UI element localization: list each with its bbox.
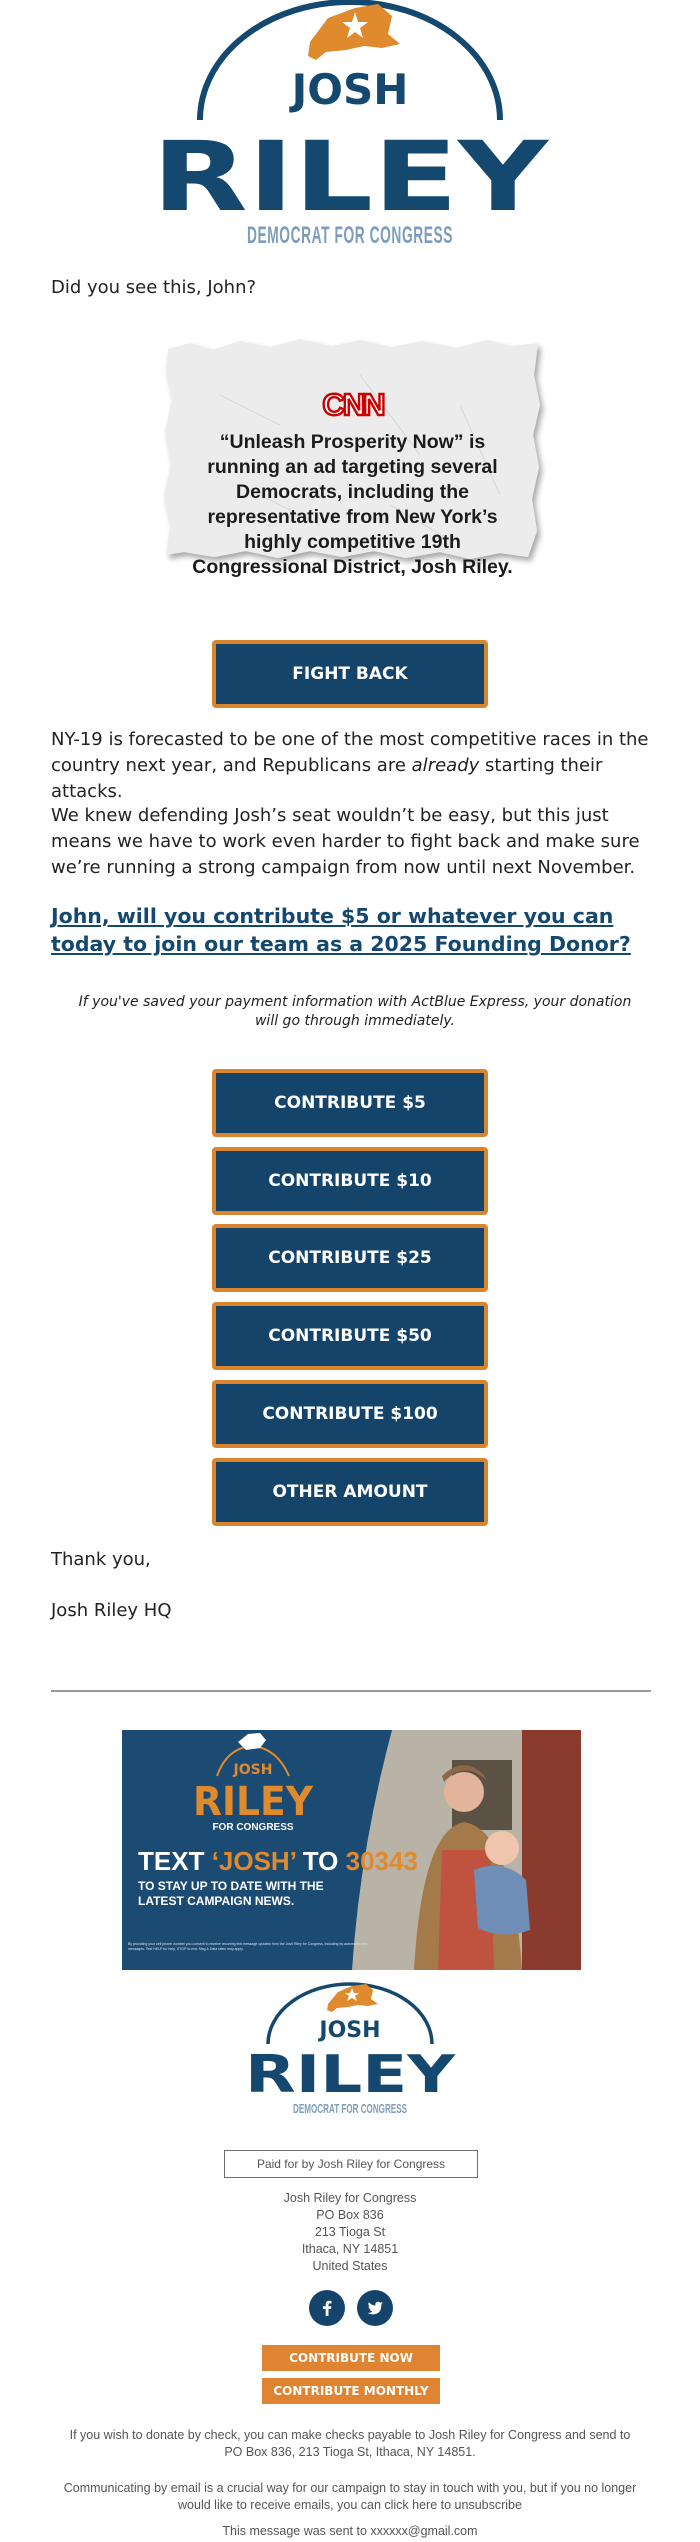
contribute-25-button[interactable]: CONTRIBUTE $25 [212,1224,488,1292]
paragraph-forecast [51,727,661,805]
paid-for-disclaimer: Paid for by Josh Riley for Congress [224,2150,478,2178]
banner-logo-first: JOSH [233,1762,273,1778]
contribute-100-button[interactable]: CONTRIBUTE $100 [212,1380,488,1448]
signoff: Thank you, [51,1549,151,1570]
contribute-10-button[interactable]: CONTRIBUTE $10 [212,1147,488,1215]
unsubscribe-text[interactable]: Communicating by email is a crucial way for our campaign to stay in touch with you, but if you no longer would like to receive emails, you can click here to unsubscribe [63,2481,637,2512]
photo-brick-wall [522,1730,581,1970]
header-logo [150,0,550,250]
banner-keyword: ‘JOSH’ [211,1846,296,1876]
sent-to-text: This message was sent to xxxxxx@gmail.com [222,2524,478,2538]
facebook-icon [317,2298,337,2318]
paragraph-forecast-part2: starting their attacks. [51,755,603,802]
facebook-link[interactable] [309,2290,345,2326]
signature: Josh Riley HQ [51,1600,172,1621]
mailing-address [200,2190,500,2275]
banner-disclaimer-box [128,1942,368,1968]
photo-baby-jacket [474,1866,530,1935]
footer-logo-last: RILEY [245,2045,457,2105]
contribute-now-button[interactable]: CONTRIBUTE NOW [262,2345,440,2371]
banner-logo-last: RILEY [193,1779,314,1825]
sms-signup-banner[interactable] [122,1730,581,1970]
sms-banner-graphic [122,1730,581,1970]
address-line: 213 Tioga St [314,2225,386,2239]
header-logo-graphic [150,0,550,250]
paragraph-forecast-emphasis: already [411,755,480,776]
banner-to: TO [302,1846,339,1876]
logo-tagline: DEMOCRAT FOR CONGRESS [247,222,453,249]
banner-disclaimer: By providing your cell phone number you consent to receive recurring text message updates from the Josh Riley for Congress, including by automated text messages. Text HELP for help, STOP to end. Msg & Data rates may apply. [128,1942,368,1951]
fight-back-button[interactable]: FIGHT BACK [212,640,488,708]
photo-baby-face [485,1831,519,1865]
clipping-quote: “Unleash Prosperity Now” is running an ad targeting several Democrats, including the representative from New York’s highly competitive 19th Congressional District, Josh Riley. [192,431,513,578]
twitter-icon [365,2298,385,2318]
cnn-logo [320,387,386,421]
banner-logo-tagline: FOR CONGRESS [212,1822,294,1833]
logo-first-name: JOSH [291,65,409,114]
other-amount-button[interactable]: OTHER AMOUNT [212,1458,488,1526]
footer-logo [240,1982,460,2120]
photo-man-face [444,1772,484,1812]
news-clipping [160,335,545,578]
banner-shortcode: 30343 [345,1846,418,1876]
check-donation-text: If you wish to donate by check, you can make checks payable to Josh Riley for Congress and send to PO Box 836, 213 Tioga St, Ithaca, NY 14851. [69,2428,631,2459]
contribute-monthly-button[interactable]: CONTRIBUTE MONTHLY [262,2378,440,2404]
banner-cta [138,1846,418,1876]
address-line: United States [312,2259,388,2273]
address-line: PO Box 836 [316,2208,384,2222]
actblue-note: If you've saved your payment information with ActBlue Express, your donation will go through immediately. [78,994,632,1029]
footer-logo-tagline: DEMOCRAT FOR CONGRESS [293,2101,408,2116]
banner-subline-1: TO STAY UP TO DATE WITH THE [138,1879,324,1893]
cnn-logo-mark [320,387,386,421]
footer-logo-graphic [240,1982,460,2120]
banner-text-word: TEXT [138,1846,205,1876]
address-line: Josh Riley for Congress [283,2191,417,2205]
twitter-link[interactable] [357,2290,393,2326]
cnn-wordmark: CNN [322,387,384,422]
donate-ask-link[interactable]: John, will you contribute $5 or whatever you can today to join our team as a 2025 Founding Donor? [51,904,631,956]
contribute-5-button[interactable]: CONTRIBUTE $5 [212,1069,488,1137]
divider [51,1690,651,1692]
paragraph-campaign: We knew defending Josh’s seat wouldn’t be easy, but this just means we have to work even harder to fight back and make sure we’re running a strong campaign from now until next November. [51,805,640,878]
footer-logo-first: JOSH [319,2018,381,2043]
logo-last-name: RILEY [152,121,550,233]
greeting: Did you see this, John? [51,277,257,298]
paragraph-forecast-part1: NY-19 is forecasted to be one of the most competitive races in the country next year, and Republicans are [51,729,649,776]
contribute-50-button[interactable]: CONTRIBUTE $50 [212,1302,488,1370]
address-line: Ithaca, NY 14851 [301,2242,399,2256]
banner-subline-2: LATEST CAMPAIGN NEWS. [138,1894,295,1908]
